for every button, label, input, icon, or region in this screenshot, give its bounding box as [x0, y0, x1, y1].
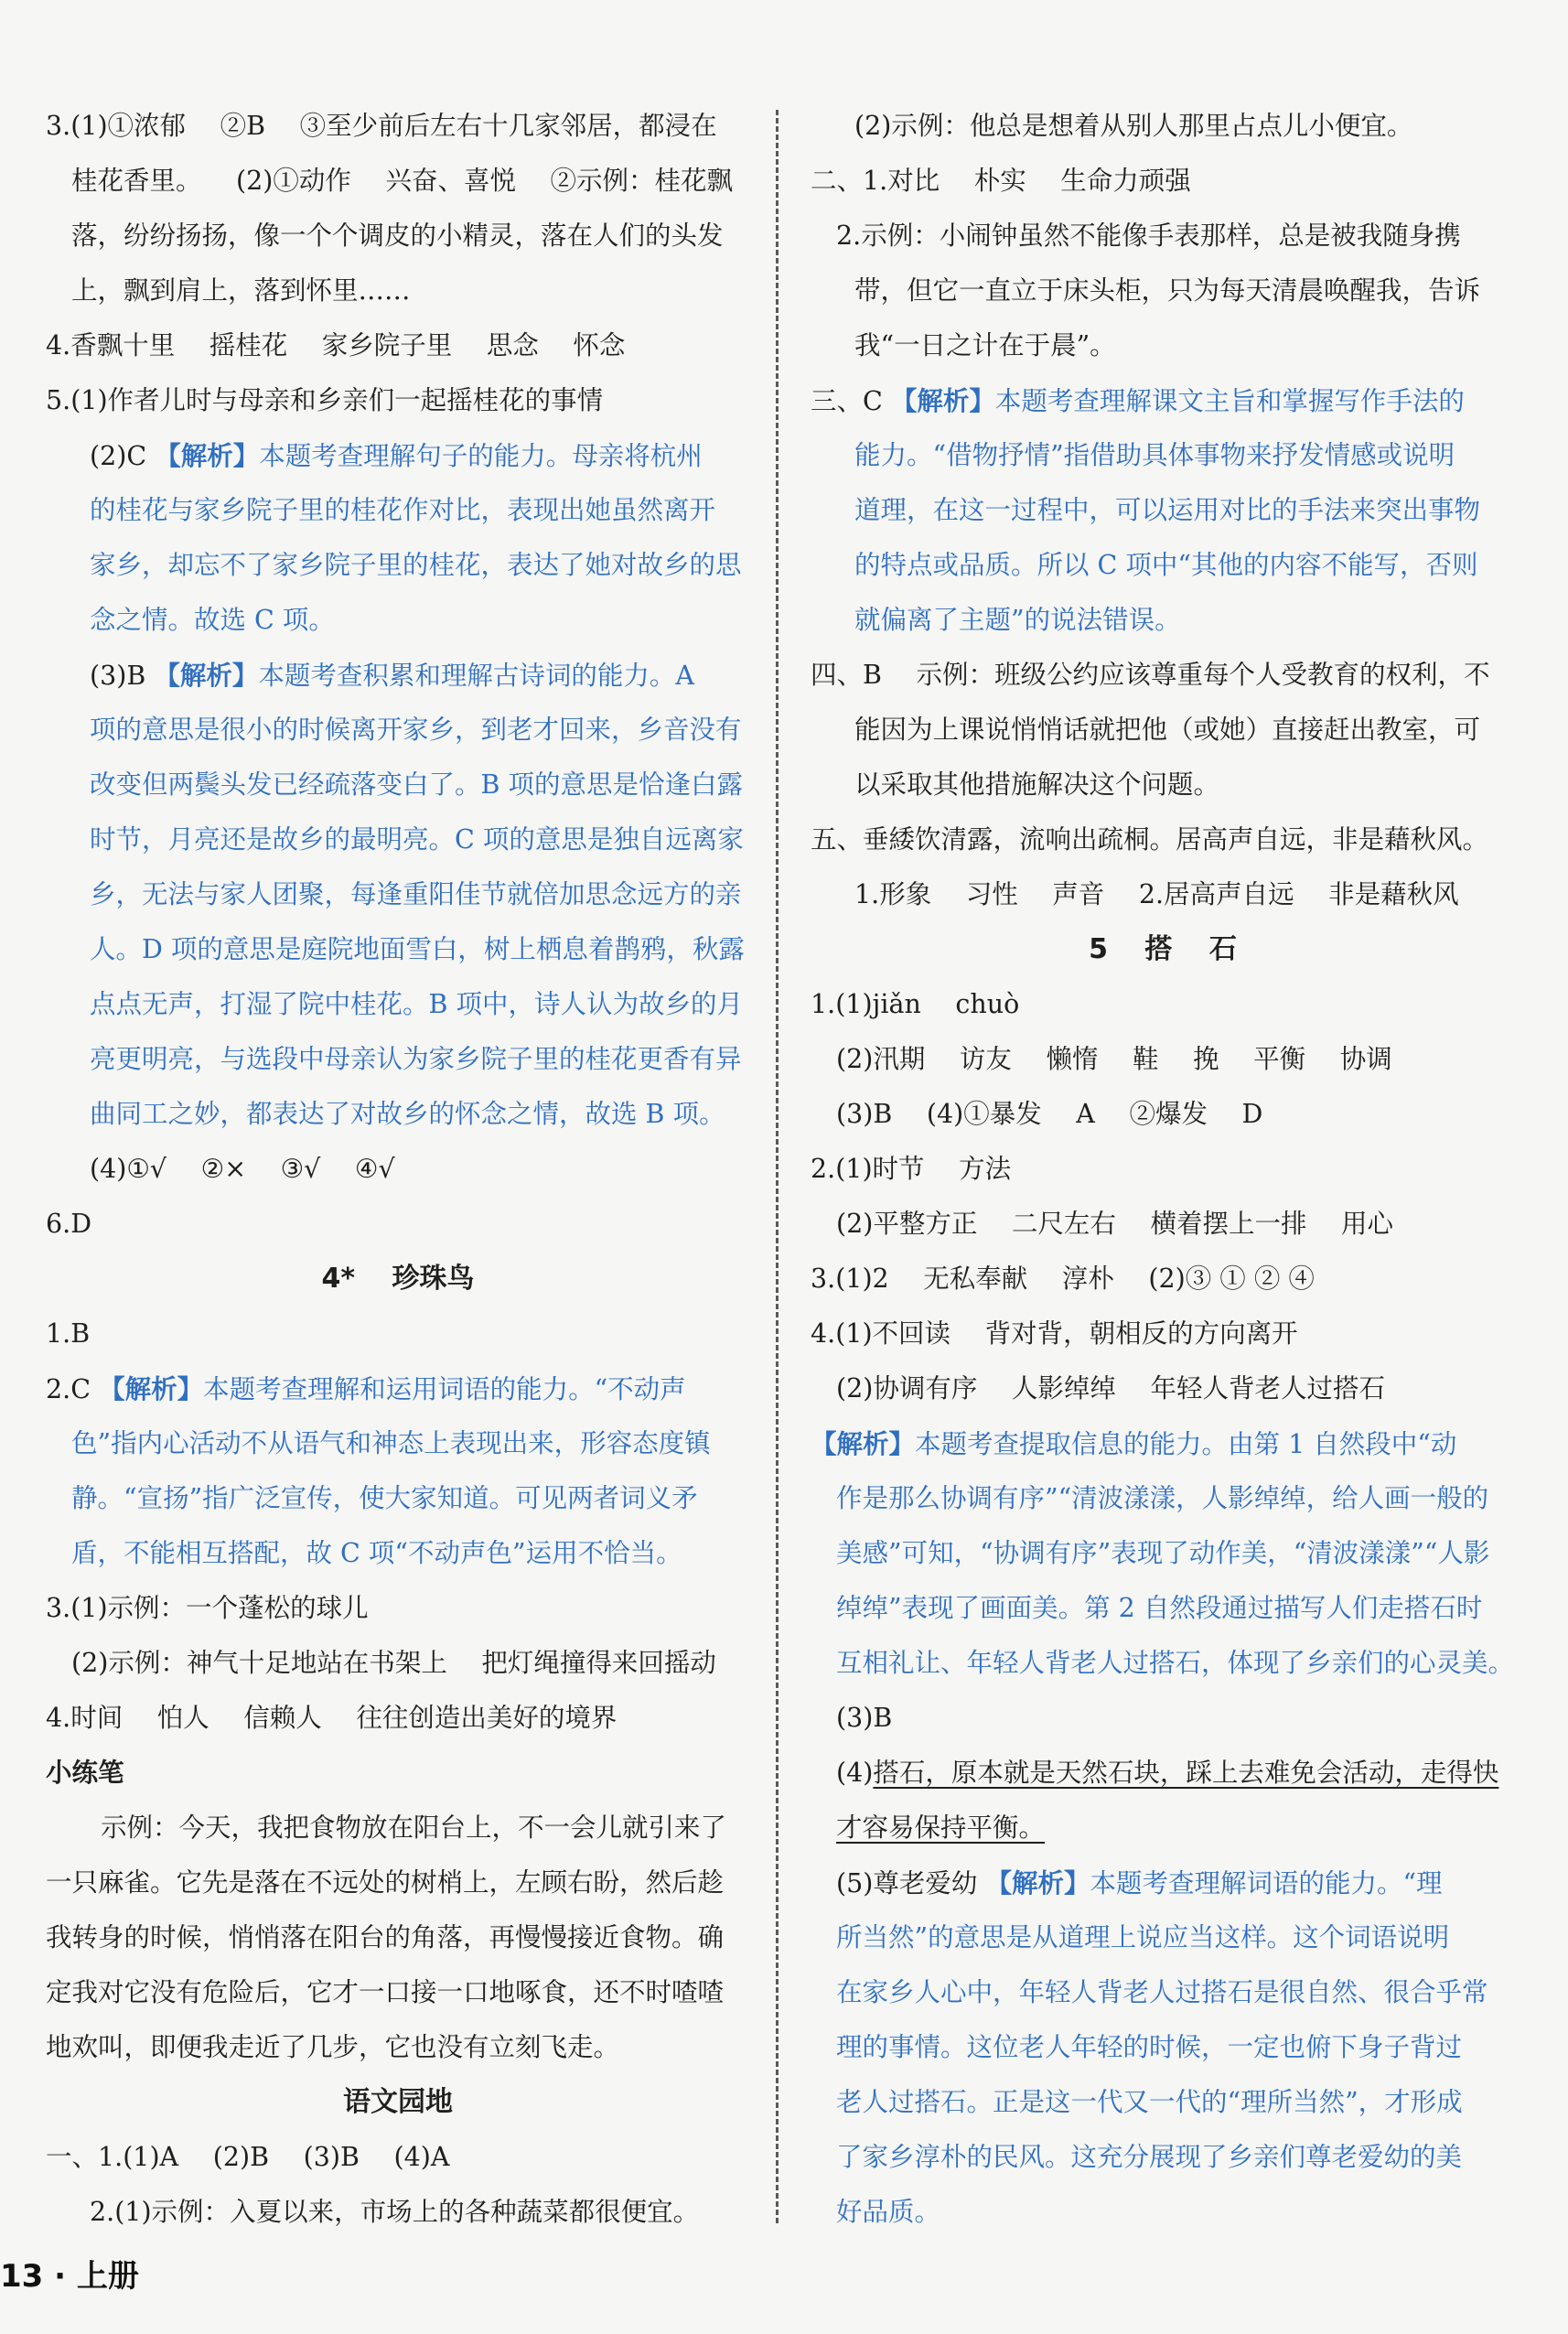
underlined-answer: 才容易保持平衡。: [836, 1812, 1046, 1843]
answer-prefix: 2.C: [46, 1374, 100, 1404]
analysis-line: 的桂花与家乡院子里的桂花作对比，表现出她虽然离开: [90, 495, 716, 525]
right-column: [811, 99, 1515, 2240]
analysis-text: 本题考查理解句子的能力。母亲将杭州: [259, 441, 703, 471]
answer-line: 6.D: [46, 1209, 92, 1239]
essay-line: 我转身的时候，悄悄落在阳台的角落，再慢慢接近食物。确: [46, 1922, 725, 1952]
analysis-line: 乡，无法与家人团聚，每逢重阳佳节就倍加思念远方的亲: [90, 879, 742, 909]
answer-line: (3)B: [836, 1703, 893, 1733]
answer-line: [811, 1801, 1515, 1855]
analysis-line: 曲同工之妙，都表达了对故乡的怀念之情，故选 B 项。: [90, 1099, 725, 1129]
essay-line: 示例：今天，我把食物放在阳台上，不一会儿就引来了: [101, 1812, 727, 1843]
answer-line: 落，纷纷扬扬，像一个个调皮的小精灵，落在人们的头发: [71, 220, 724, 251]
answer-line: 我“一日之计在于晨”。: [854, 330, 1116, 360]
analysis-text: 本题考查理解课文主旨和掌握写作手法的: [994, 386, 1465, 416]
answer-line: (2)协调有序 人影绰绰 年轻人背老人过搭石: [836, 1373, 1385, 1404]
answer-line: (3)B (4)①暴发 A ②爆发 D: [836, 1099, 1263, 1129]
analysis-line: [811, 1416, 1515, 1471]
analysis-line: 的特点或品质。所以 C 项中“其他的内容不能写，否则: [854, 550, 1478, 580]
answer-line: (2)汛期 访友 懒惰 鞋 挽 平衡 协调: [836, 1044, 1392, 1074]
left-column: [46, 99, 750, 2240]
answer-line: (2)示例：神气十足地站在书架上 把灯绳撞得来回摇动: [71, 1648, 716, 1678]
answer-line: 1.(1)jiǎn chuò: [811, 989, 1020, 1019]
lesson-5-title: 5 搭 石: [1089, 933, 1237, 965]
answer-prefix: (4): [836, 1758, 874, 1788]
answer-line: 二、1.对比 朴实 生命力顽强: [811, 166, 1191, 196]
answer-line: 4.(1)不回读 背对背，朝相反的方向离开: [811, 1318, 1298, 1349]
answer-line: 能因为上课说悄悄话就把他（或她）直接赶出教室，可: [854, 715, 1481, 745]
analysis-tag: 【解析】: [99, 1373, 204, 1404]
analysis-line: 静。“宣扬”指广泛宣传，使大家知道。可见两者词义矛: [71, 1483, 698, 1513]
analysis-line: 项的意思是很小的时候离开家乡，到老才回来，乡音没有: [90, 715, 742, 745]
underlined-answer: 搭石，原本就是天然石块，踩上去难免会活动，走得快: [873, 1758, 1499, 1788]
analysis-line: 美感”可知，“协调有序”表现了动作美，“清波漾漾”“人影: [836, 1538, 1490, 1568]
answer-line: 五、垂緌饮清露，流响出疏桐。居高声自远，非是藉秋风。: [811, 824, 1489, 855]
answer-line: 以采取其他措施解决这个问题。: [854, 769, 1220, 800]
analysis-text: 本题考查理解词语的能力。“理: [1090, 1868, 1443, 1898]
analysis-tag: 【解析】: [890, 385, 995, 416]
essay-line: 地欢叫，即便我走近了几步，它也没有立刻飞走。: [46, 2032, 620, 2062]
analysis-line: 道理，在这一过程中，可以运用对比的手法来突出事物: [854, 495, 1481, 525]
answer-line: 4.香飘十里 摇桂花 家乡院子里 思念 怀念: [46, 330, 626, 360]
analysis-line: 亮更明亮，与选段中母亲认为家乡院子里的桂花更香有异: [90, 1044, 742, 1074]
analysis-line: 改变但两鬓头发已经疏落变白了。B 项的意思是恰逢白露: [90, 769, 744, 800]
answer-line: [46, 1361, 750, 1416]
analysis-line: 绰绰”表现了画面美。第 2 自然段通过描写人们走搭石时: [836, 1593, 1483, 1623]
analysis-line: 在家乡人心中，年轻人背老人过搭石是很自然、很合乎常: [836, 1977, 1488, 2007]
practice-title: 小练笔: [46, 1758, 124, 1788]
answer-line: 上，飘到肩上，落到怀里……: [71, 275, 411, 306]
analysis-line: 盾，不能相互搭配，故 C 项“不动声色”运用不恰当。: [71, 1538, 682, 1568]
analysis-line: 理的事情。这位老人年轻的时候，一定也俯下身子背过: [836, 2032, 1463, 2062]
answer-line: 2.示例：小闹钟虽然不能像手表那样，总是被我随身携: [836, 220, 1461, 251]
analysis-text: 本题考查理解和运用词语的能力。“不动声: [203, 1374, 686, 1404]
answer-line: 3.(1)2 无私奉献 淳朴 (2)③ ① ② ④: [811, 1264, 1315, 1294]
analysis-tag: 【解析】: [154, 660, 259, 691]
answer-line: 2.(1)示例：入夏以来，市场上的各种蔬菜都很便宜。: [90, 2197, 700, 2227]
analysis-text: 本题考查提取信息的能力。由第 1 自然段中“动: [915, 1429, 1457, 1459]
answer-prefix: 三、C: [811, 386, 891, 416]
analysis-line: 家乡，却忘不了家乡院子里的桂花，表达了她对故乡的思: [90, 550, 742, 580]
analysis-line: 色”指内心活动不从语气和神态上表现出来，形容态度镇: [71, 1428, 711, 1458]
answer-line: [46, 648, 750, 703]
answer-line: [811, 373, 1515, 428]
analysis-line: 作是那么协调有序”“清波漾漾，人影绰绰，给人画一般的: [836, 1483, 1489, 1513]
answer-line: 一、1.(1)A (2)B (3)B (4)A: [46, 2142, 450, 2172]
column-divider: [776, 110, 779, 2223]
answer-line: 带，但它一直立于床头柜，只为每天清晨唤醒我，告诉: [854, 275, 1481, 306]
answer-line: 2.(1)时节 方法: [811, 1154, 1012, 1184]
analysis-tag: 【解析】: [811, 1428, 916, 1459]
analysis-line: 点点无声，打湿了院中桂花。B 项中，诗人认为故乡的月: [90, 989, 744, 1019]
essay-line: 一只麻雀。它先是落在不远处的树梢上，左顾右盼，然后趁: [46, 1867, 725, 1898]
analysis-text: 本题考查积累和理解古诗词的能力。A: [258, 661, 694, 691]
essay-line: 定我对它没有危险后，它才一口接一口地啄食，还不时喳喳: [46, 1977, 725, 2007]
analysis-line: 互相礼让、年轻人背老人过搭石，体现了乡亲们的心灵美。: [836, 1648, 1515, 1678]
answer-line: [811, 1855, 1515, 1910]
analysis-tag: 【解析】: [985, 1867, 1090, 1898]
lesson-4-title: 4* 珍珠鸟: [321, 1263, 475, 1295]
answer-prefix: (2)C: [90, 441, 156, 471]
section-title-yuwen: 语文园地: [343, 2086, 453, 2118]
analysis-line: 老人过搭石。正是这一代又一代的“理所当然”，才形成: [836, 2087, 1463, 2117]
answer-line: 5.(1)作者儿时与母亲和乡亲们一起摇桂花的事情: [46, 385, 604, 415]
answer-prefix: (3)B: [90, 661, 155, 691]
analysis-line: 就偏离了主题”的说法错误。: [854, 605, 1181, 635]
analysis-line: 念之情。故选 C 项。: [90, 605, 335, 635]
answer-line: 4.时间 怕人 信赖人 往往创造出美好的境界: [46, 1703, 618, 1733]
answer-line: (4)①√ ②× ③√ ④√: [90, 1154, 395, 1184]
analysis-line: 了家乡淳朴的民风。这充分展现了乡亲们尊老爱幼的美: [836, 2142, 1463, 2172]
analysis-tag: 【解析】: [155, 440, 260, 471]
answer-prefix: (5)尊老爱幼: [836, 1868, 986, 1898]
page-footer: 13 · 上册: [0, 2258, 139, 2295]
answer-line: 1.形象 习性 声音 2.居高声自远 非是藉秋风: [854, 879, 1459, 909]
answer-line: 桂花香里。 (2)①动作 兴奋、喜悦 ②示例：桂花飘: [71, 166, 734, 196]
answer-line: 1.B: [46, 1318, 91, 1349]
answer-line: 3.(1)①浓郁 ②B ③至少前后左右十几家邻居，都浸在: [46, 111, 717, 141]
answer-line: [46, 428, 750, 483]
answer-line: 3.(1)示例：一个蓬松的球儿: [46, 1593, 369, 1623]
analysis-line: 人。D 项的意思是庭院地面雪白，树上栖息着鹊鸦，秋露: [90, 934, 745, 964]
analysis-line: 时节，月亮还是故乡的最明亮。C 项的意思是独自远离家: [90, 824, 744, 855]
analysis-line: 好品质。: [836, 2197, 941, 2227]
answer-line: 四、B 示例：班级公约应该尊重每个人受教育的权利，不: [811, 660, 1490, 690]
analysis-line: 能力。“借物抒情”指借助具体事物来抒发情感或说明: [854, 440, 1455, 470]
answer-line: (2)示例：他总是想着从别人那里占点儿小便宜。: [854, 111, 1413, 141]
analysis-line: 所当然”的意思是从道理上说应当这样。这个词语说明: [836, 1922, 1450, 1952]
answer-line: (2)平整方正 二尺左右 横着摆上一排 用心: [836, 1209, 1394, 1239]
answer-line: [811, 1746, 1515, 1801]
